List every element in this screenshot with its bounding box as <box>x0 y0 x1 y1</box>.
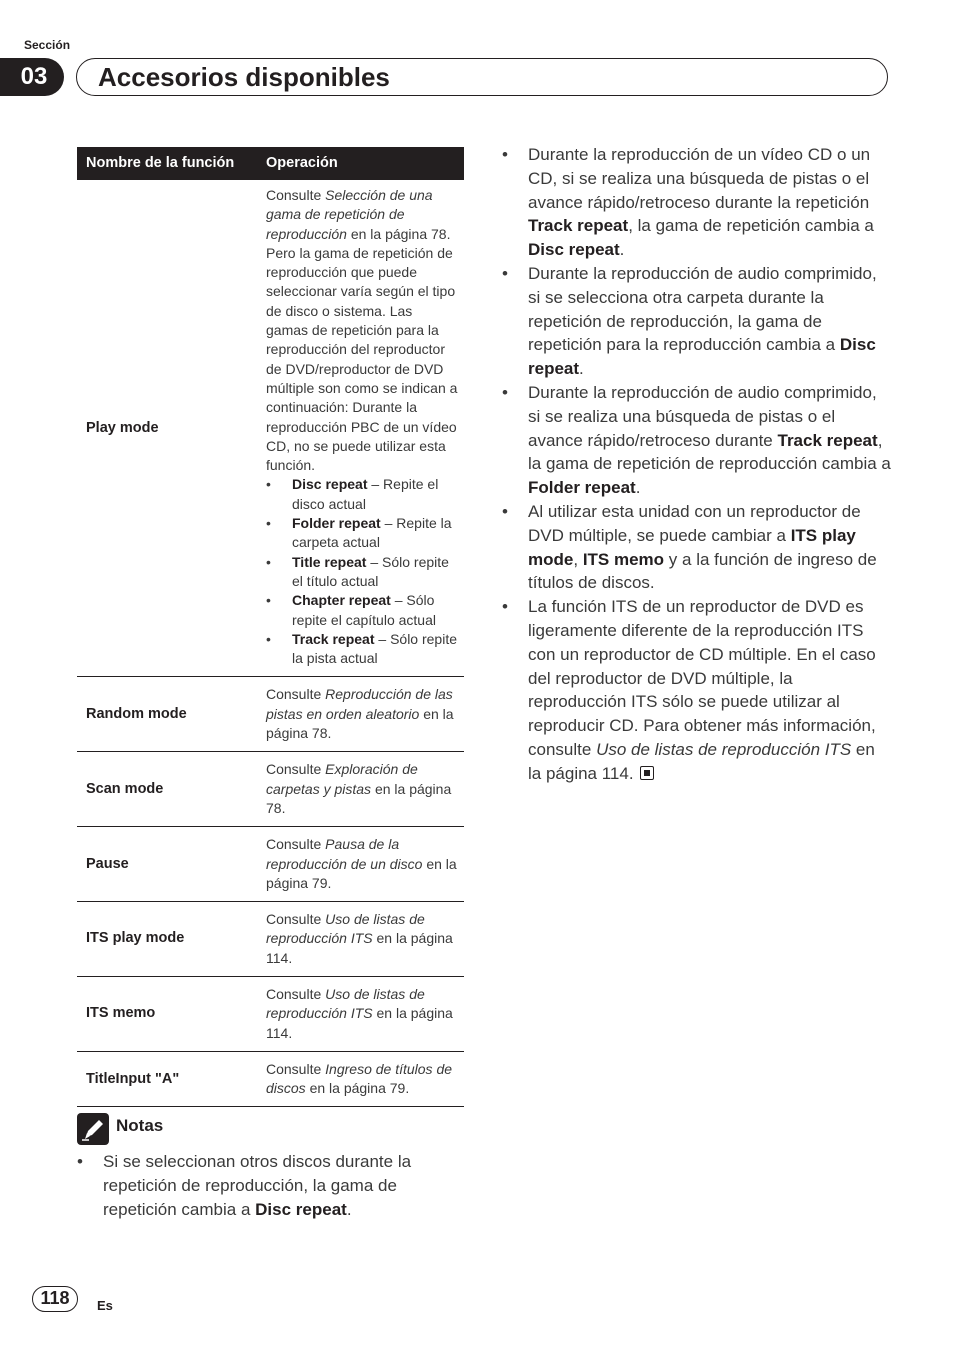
operation-cell: Consulte Uso de listas de reproducción ITS en la página 114. <box>256 976 464 1051</box>
option-term: Chapter repeat <box>292 592 391 609</box>
function-name: Pause <box>77 827 256 902</box>
list-item: • Track repeat – Sólo repite la pista actual <box>266 630 457 667</box>
operation-cell: Consulte Ingreso de títulos de discos en la página 79. <box>256 1051 464 1107</box>
right-column-bullets <box>502 143 894 786</box>
function-name: TitleInput "A" <box>77 1051 256 1107</box>
cross-reference-link: Selección de una gama de repetición de reproducción <box>266 187 433 242</box>
option-description: – Sólo repite el título actual <box>292 553 449 589</box>
table-row <box>77 752 464 827</box>
operation-cell: Consulte Reproducción de las pistas en orden aleatorio en la página 78. <box>256 677 464 752</box>
function-name: Random mode <box>77 677 256 752</box>
option-description: – Sólo repite el capítulo actual <box>292 592 436 628</box>
section-number-badge: 03 <box>0 58 64 96</box>
notes-list <box>77 1150 467 1222</box>
cross-reference-link: Uso de listas de reproducción ITS <box>596 739 852 759</box>
list-item: • Durante la reproducción de audio comprimido, si se selecciona otra carpeta durante la repetición de reproducción, la gama de repetición para la reproducción cambia a Disc repeat. <box>502 263 877 379</box>
end-of-section-icon <box>640 766 654 780</box>
table-row <box>77 677 464 752</box>
column-header-operation: Operación <box>256 147 464 180</box>
table-row-play-mode <box>77 180 464 677</box>
function-name: Scan mode <box>77 752 256 827</box>
operation-cell: Consulte Pausa de la reproducción de un disco en la página 79. <box>256 827 464 902</box>
column-header-function: Nombre de la función <box>77 147 256 180</box>
operation-cell <box>256 180 464 677</box>
page-title: Accesorios disponibles <box>98 62 390 92</box>
list-item: • La función ITS de un reproductor de DVD es ligeramente diferente de la reproducción ITS con un reproductor de CD múltiple. En el caso del reproductor de DVD múltiple, la reproducción ITS sólo se puede utilizar al reproducir CD. Para obtener más información, consulte Uso de listas de reproducción ITS en la página 114. <box>502 597 876 783</box>
function-name: Play mode <box>77 180 256 677</box>
option-term: Title repeat <box>292 553 367 570</box>
list-item: • Disc repeat – Repite el disco actual <box>266 476 439 512</box>
option-description: – Repite el disco actual <box>292 476 439 512</box>
option-term: Disc repeat <box>292 476 368 493</box>
operation-cell: Consulte Exploración de carpetas y pistas en la página 78. <box>256 752 464 827</box>
cross-reference-link: Pausa de la reproducción de un disco <box>266 836 423 872</box>
list-item: • Chapter repeat – Sólo repite el capítulo actual <box>266 592 436 628</box>
function-name: ITS memo <box>77 976 256 1051</box>
list-item: • Si se seleccionan otros discos durante la repetición de reproducción, la gama de repetición cambia a Disc repeat. <box>77 1152 412 1219</box>
list-item: • Durante la reproducción de audio comprimido, si se realiza una búsqueda de pistas o el avance rápido/retroceso durante Track repeat, la gama de repetición de reproducción cambia a Folder repeat. <box>502 382 891 498</box>
option-term: Track repeat <box>292 630 375 647</box>
notes-pencil-icon <box>77 1113 109 1145</box>
table-row <box>77 827 464 902</box>
table-row <box>77 1051 464 1107</box>
list-item: • Al utilizar esta unidad con un reproductor de DVD múltiple, se puede cambiar a ITS play mode, ITS memo y a la función de ingreso de títulos de discos. <box>502 501 877 593</box>
list-item: • Title repeat – Sólo repite el título actual <box>266 553 449 589</box>
consulte-text: Consulte <box>266 187 322 203</box>
table-row <box>77 902 464 977</box>
page-reference: en la página 78. <box>350 225 451 242</box>
option-term: Folder repeat <box>292 515 381 532</box>
list-item: • Folder repeat – Repite la carpeta actual <box>266 515 452 551</box>
section-label: Sección <box>24 38 71 52</box>
operation-cell: Consulte Uso de listas de reproducción ITS en la página 114. <box>256 902 464 977</box>
language-code: Es <box>97 1298 113 1313</box>
function-table <box>77 147 464 1107</box>
operation-description: Pero la gama de repetición de reproducción que puede seleccionar varía según el tipo de disco o sistema. Las gamas de repetición para la reproducción del reproductor de DVD/reproductor de DVD múltiple son como se indican a continuación: Durante la reproducción PBC de un vídeo CD, no se puede utilizar esta función. <box>266 244 458 474</box>
option-description: – Repite la carpeta actual <box>292 515 452 551</box>
table-row <box>77 976 464 1051</box>
cross-reference-link: Uso de listas de reproducción ITS <box>266 985 425 1022</box>
cross-reference-link: Reproducción de las pistas en orden aleatorio <box>266 686 453 722</box>
cross-reference-link: Exploración de carpetas y pistas <box>266 761 418 797</box>
list-item: • Durante la reproducción de un vídeo CD o un CD, si se realiza una búsqueda de pistas o el avance rápido/retroceso durante la repetición Track repeat, la gama de repetición cambia a Disc repeat. <box>502 145 874 260</box>
table-header-row <box>77 147 464 180</box>
notes-title: Notas <box>116 1116 164 1135</box>
cross-reference-link: Ingreso de títulos de discos <box>266 1060 453 1097</box>
option-description: – Sólo repite la pista actual <box>292 630 457 667</box>
cross-reference-link: Uso de listas de reproducción ITS <box>266 911 425 947</box>
function-name: ITS play mode <box>77 902 256 977</box>
page-number: 118 <box>32 1286 78 1312</box>
